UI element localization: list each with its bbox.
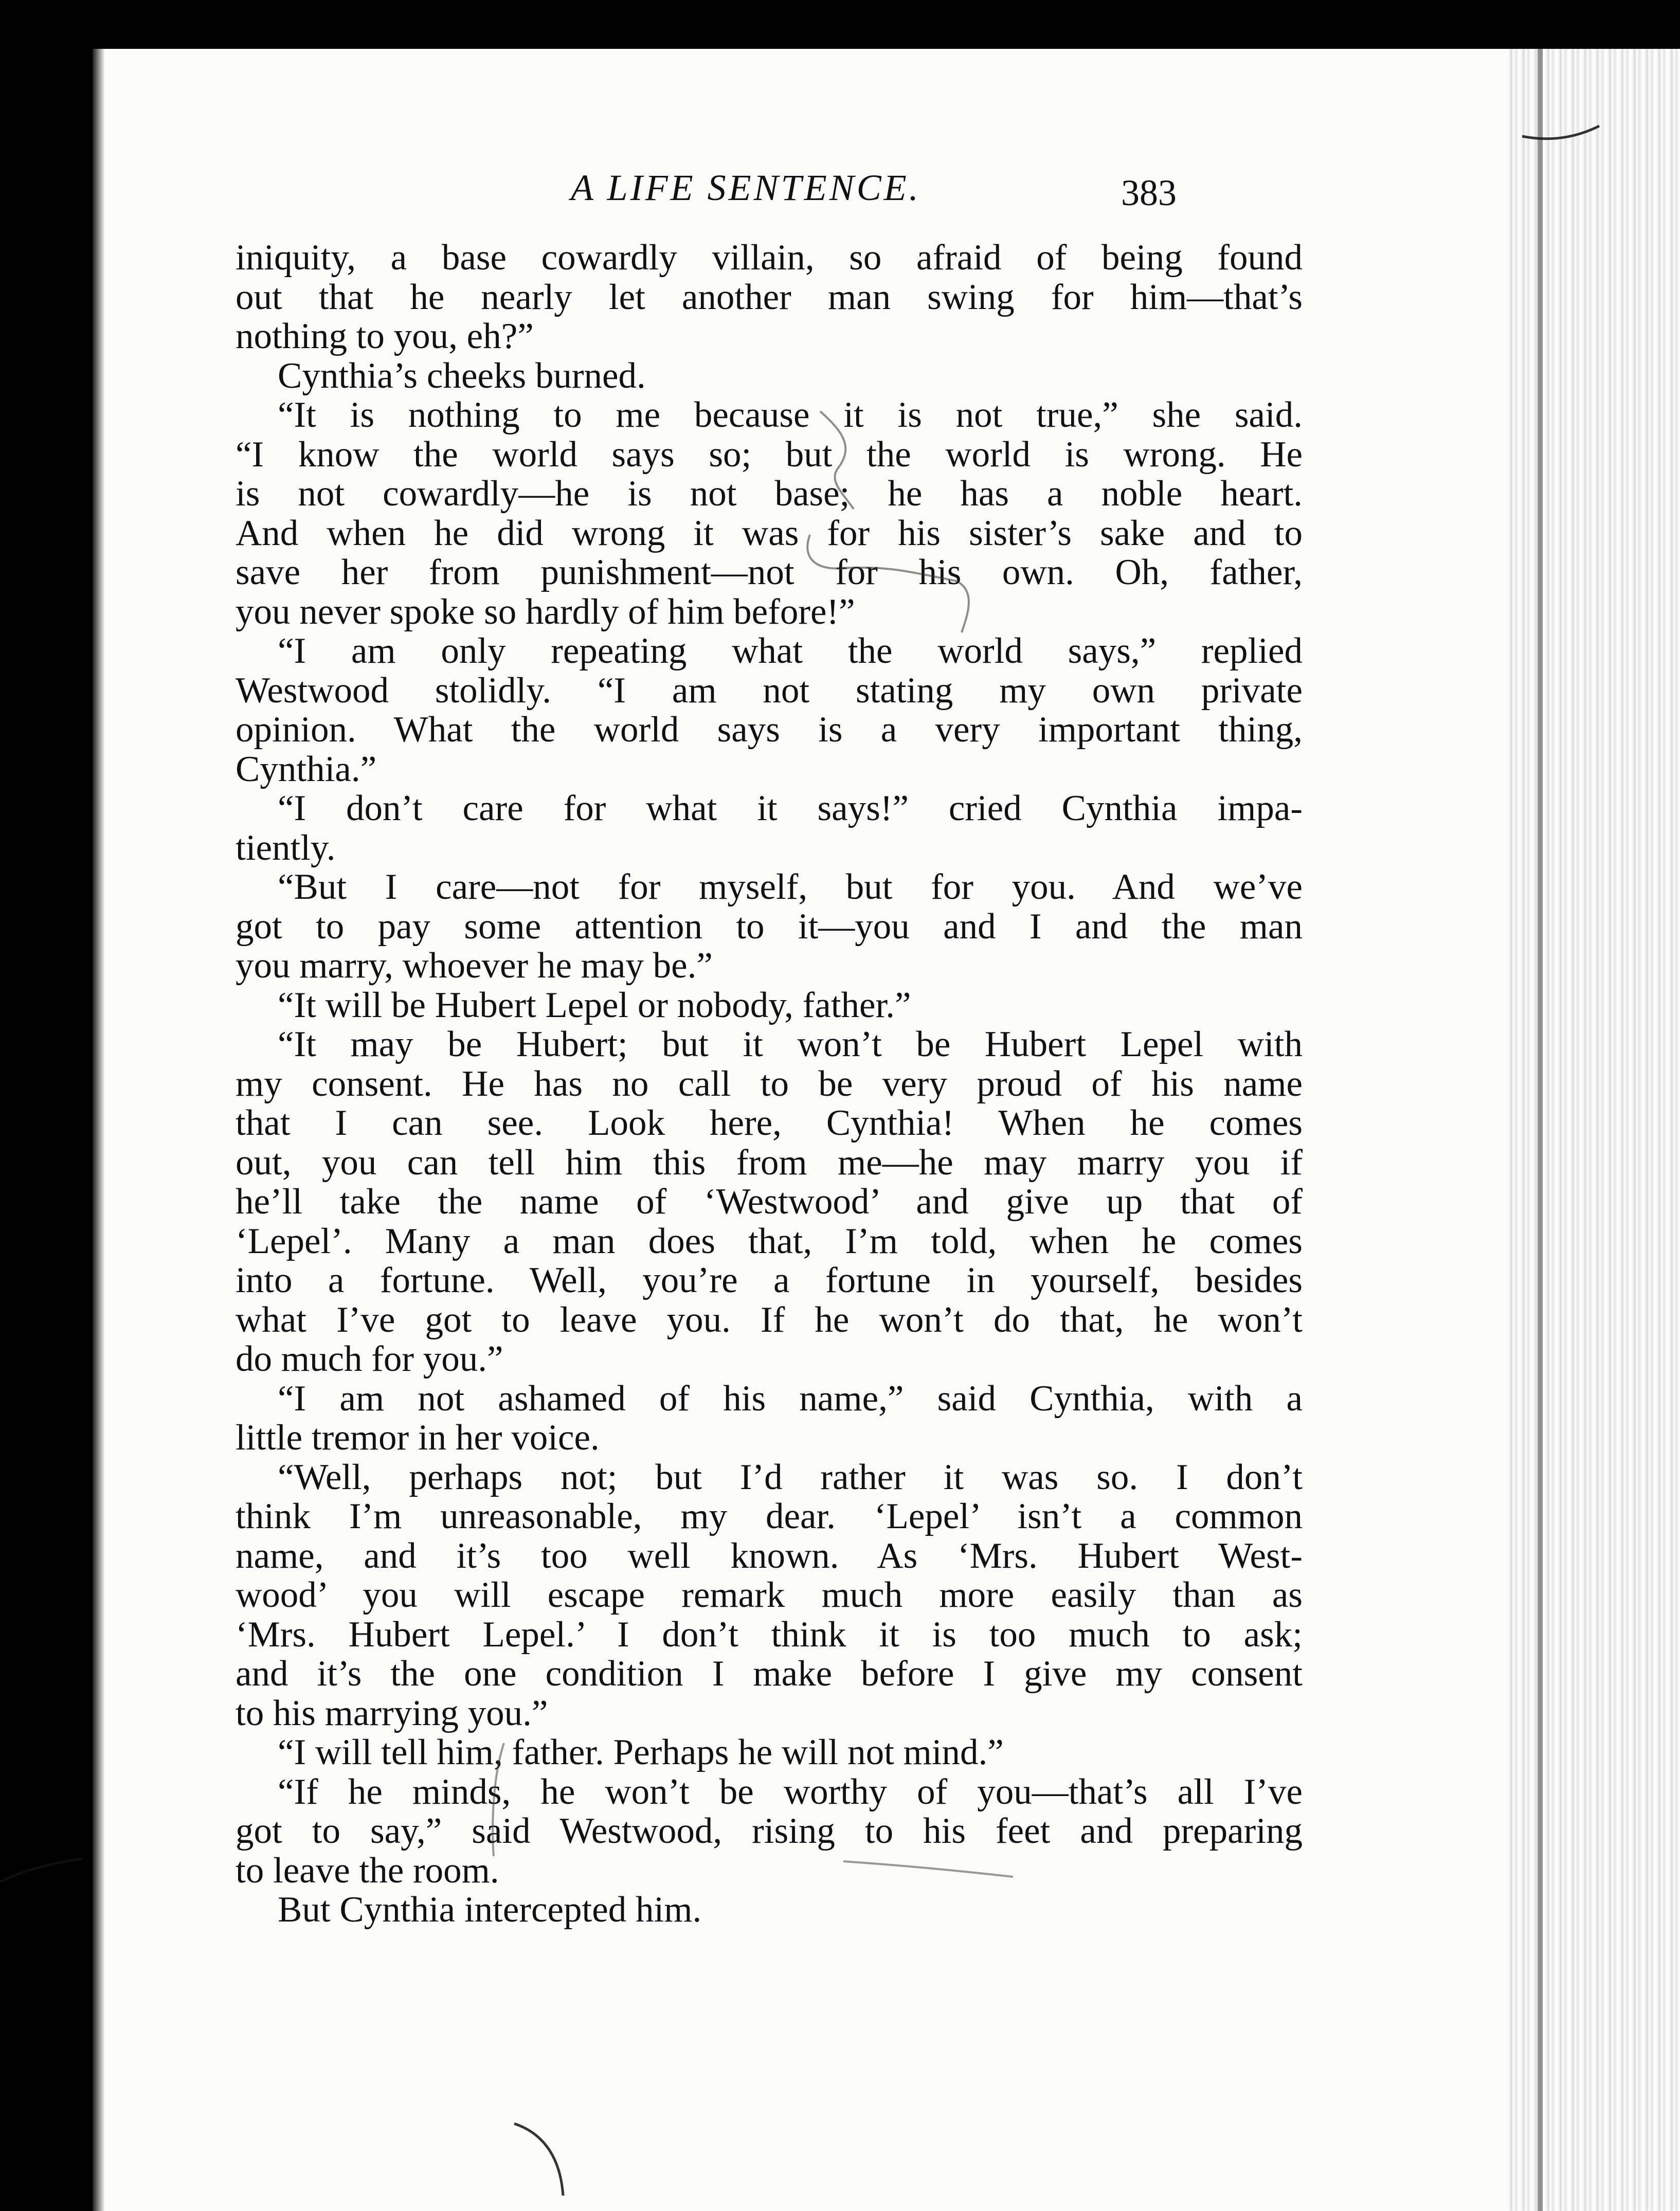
text-line: “It may be Hubert; but it won’t be Hubert Lepel with bbox=[278, 1024, 1303, 1064]
text-line: ‘Mrs. Hubert Lepel.’ I don’t think it is too much to ask; bbox=[236, 1614, 1303, 1655]
text-line: “I am only repeating what the world says,” replied bbox=[278, 631, 1303, 671]
running-title: A LIFE SENTENCE. bbox=[571, 167, 921, 208]
text-line: “I know the world says so; but the world is wrong. He bbox=[236, 434, 1303, 475]
text-line: you never spoke so hardly of him before!” bbox=[236, 591, 855, 632]
margin-line-mark bbox=[0, 1859, 82, 1882]
text-line: “Well, perhaps not; but I’d rather it was so. I don’t bbox=[278, 1457, 1303, 1497]
text-line: and it’s the one condition I make before I give my consent bbox=[236, 1654, 1303, 1694]
text-line: save her from punishment—not for his own. Oh, father, bbox=[236, 552, 1303, 592]
text-line: Cynthia.” bbox=[236, 749, 377, 789]
page-edge-strip bbox=[1507, 49, 1680, 2211]
body-text bbox=[236, 238, 1303, 1930]
page-edge-line bbox=[1538, 49, 1543, 2211]
text-line: that I can see. Look here, Cynthia! When he comes bbox=[236, 1103, 1303, 1143]
text-line: to his marrying you.” bbox=[236, 1693, 548, 1733]
text-line: “I am not ashamed of his name,” said Cynthia, with a bbox=[278, 1378, 1303, 1419]
text-line: “But I care—not for myself, but for you. And we’ve bbox=[278, 867, 1303, 907]
text-line: into a fortune. Well, you’re a fortune in yourself, besides bbox=[236, 1260, 1303, 1300]
text-line: got to say,” said Westwood, rising to his feet and preparing bbox=[236, 1811, 1303, 1851]
text-line: But Cynthia intercepted him. bbox=[278, 1890, 702, 1930]
text-line: do much for you.” bbox=[236, 1339, 503, 1379]
text-line: Westwood stolidly. “I am not stating my own private bbox=[236, 670, 1303, 711]
text-line: And when he did wrong it was for his sister’s sake and to bbox=[236, 513, 1303, 553]
text-line: got to pay some attention to it—you and I and the man bbox=[236, 906, 1303, 947]
page-number: 383 bbox=[1121, 172, 1177, 213]
text-line: out that he nearly let another man swing for him—that’s bbox=[236, 277, 1303, 317]
text-line: out, you can tell him this from me—he may marry you if bbox=[236, 1142, 1303, 1183]
text-line: Cynthia’s cheeks burned. bbox=[278, 355, 646, 396]
text-line: name, and it’s too well known. As ‘Mrs. Hubert West- bbox=[236, 1535, 1303, 1576]
text-line: little tremor in her voice. bbox=[236, 1418, 600, 1458]
text-line: what I’ve got to leave you. If he won’t do that, he won’t bbox=[236, 1299, 1303, 1340]
text-line: wood’ you will escape remark much more easily than as bbox=[236, 1575, 1303, 1615]
text-line: you marry, whoever he may be.” bbox=[236, 946, 713, 986]
text-line: to leave the room. bbox=[236, 1850, 499, 1891]
text-line: think I’m unreasonable, my dear. ‘Lepel’ isn’t a common bbox=[236, 1496, 1303, 1536]
text-line: opinion. What the world says is a very important thing, bbox=[236, 710, 1303, 750]
running-head bbox=[242, 165, 1311, 221]
text-line: “It will be Hubert Lepel or nobody, father.” bbox=[278, 985, 911, 1025]
text-line: he’ll take the name of ‘Westwood’ and give up that of bbox=[236, 1182, 1303, 1222]
gutter-shadow bbox=[93, 49, 105, 2211]
text-line: ‘Lepel’. Many a man does that, I’m told, when he comes bbox=[236, 1221, 1303, 1261]
text-line: “I don’t care for what it says!” cried Cynthia impa- bbox=[278, 788, 1303, 828]
text-line: “I will tell him, father. Perhaps he will not mind.” bbox=[278, 1732, 1004, 1772]
text-line: nothing to you, eh?” bbox=[236, 316, 534, 356]
text-line: is not cowardly—he is not base; he has a noble heart. bbox=[236, 474, 1303, 514]
text-line: iniquity, a base cowardly villain, so afraid of being found bbox=[236, 238, 1303, 278]
text-line: my consent. He has no call to be very proud of his name bbox=[236, 1063, 1303, 1104]
text-line: tiently. bbox=[236, 827, 336, 868]
text-line: “If he minds, he won’t be worthy of you—that’s all I’ve bbox=[278, 1771, 1303, 1812]
text-line: “It is nothing to me because it is not true,” she said. bbox=[278, 395, 1303, 435]
